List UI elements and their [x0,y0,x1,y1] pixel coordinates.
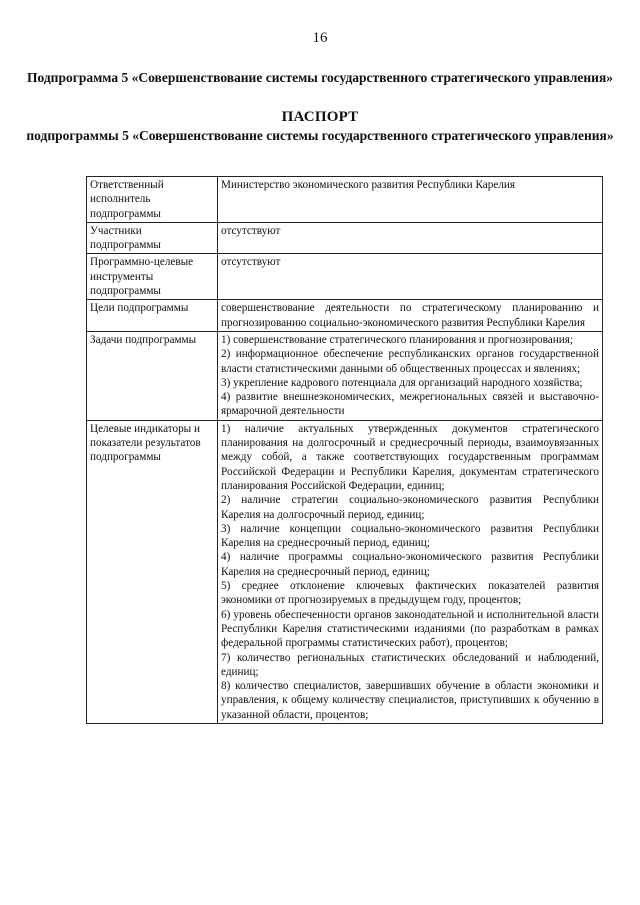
row-label: Участники подпрограммы [87,222,218,254]
passport-row [87,331,603,420]
passport-heading: ПАСПОРТ [281,109,359,125]
row-value [218,331,603,420]
passport-table-body [87,177,603,724]
row-value-item: 1) наличие актуальных утвержденных документов стратегического планирования на долгосрочный и среднесрочный периоды, взаимоувязанных между собой, а также соответствующих государственным программам Российской Федерации и Республики Карелия, документам стратегического планирования Российской Федерации, единиц; [221,422,599,492]
row-label: Целевые индикаторы и показатели результатов подпрограммы [87,420,218,723]
row-value-item: отсутствуют [221,224,281,237]
row-value-item: 1) совершенствование стратегического планирования и прогнозирования; [221,333,573,346]
row-value-item: 7) количество региональных статистических обследований и наблюдений, единиц; [221,651,599,678]
passport-table [86,176,603,724]
row-value-item: 2) информационное обеспечение республиканских органов государственной власти статистическими данными об общественных процессах и явлениях; [221,348,599,375]
row-value-item: 2) наличие стратегии социально-экономического развития Республики Карелия на долгосрочный период, единиц; [221,494,599,521]
passport-row [87,254,603,300]
row-value-item: 3) укрепление кадрового потенциала для организаций народного хозяйства; [221,376,583,389]
row-label: Задачи подпрограммы [87,331,218,420]
passport-row [87,177,603,223]
page-number: 16 [312,30,328,46]
row-value-item: Министерство экономического развития Республики Карелия [221,179,516,191]
row-value [218,254,603,300]
row-value [218,300,603,332]
row-value [218,222,603,254]
passport-row [87,222,603,254]
row-value-item: 6) уровень обеспеченности органов законодательной и исполнительной власти Республики Карелия статистическими изданиями (по разработкам в рамках федеральной программы статистических работ), процентов; [221,608,599,650]
passport-row [87,420,603,723]
row-label: Программно-целевые инструменты подпрограммы [87,254,218,300]
row-value-item: 8) количество специалистов, завершивших обучение в области экономики и управления, к общему количеству специалистов, приступивших к обучению в указанной области, процентов; [221,680,599,721]
row-value-item: отсутствуют [221,256,281,269]
passport-subtitle: подпрограммы 5 «Совершенствование системы государственного стратегического управления» [26,128,614,143]
passport-row [87,300,603,332]
row-value-item: 4) наличие программы социально-экономического развития Республики Карелия на среднесрочный период, единиц; [221,551,599,578]
row-value-item: 3) наличие концепции социально-экономического развития Республики Карелия на среднесрочный период, единиц; [221,522,599,550]
subprogram-title: Подпрограмма 5 «Совершенствование системы государственного стратегического управления» [26,70,614,85]
row-value [218,420,603,723]
row-label: Ответственный исполнитель подпрограммы [87,177,218,223]
row-value-item: совершенствование деятельности по стратегическому планированию и прогнозированию социально-экономического развития Республики Карелия [221,302,599,329]
row-value-item: 4) развитие внешнеэкономических, межрегиональных связей и выставочно-ярмарочной деятельности [221,391,599,418]
row-value [218,177,603,223]
row-value-item: 5) среднее отклонение ключевых фактических показателей развития экономики от прогнозируемых в предыдущем году, процентов; [221,580,599,607]
row-label: Цели подпрограммы [87,300,218,332]
